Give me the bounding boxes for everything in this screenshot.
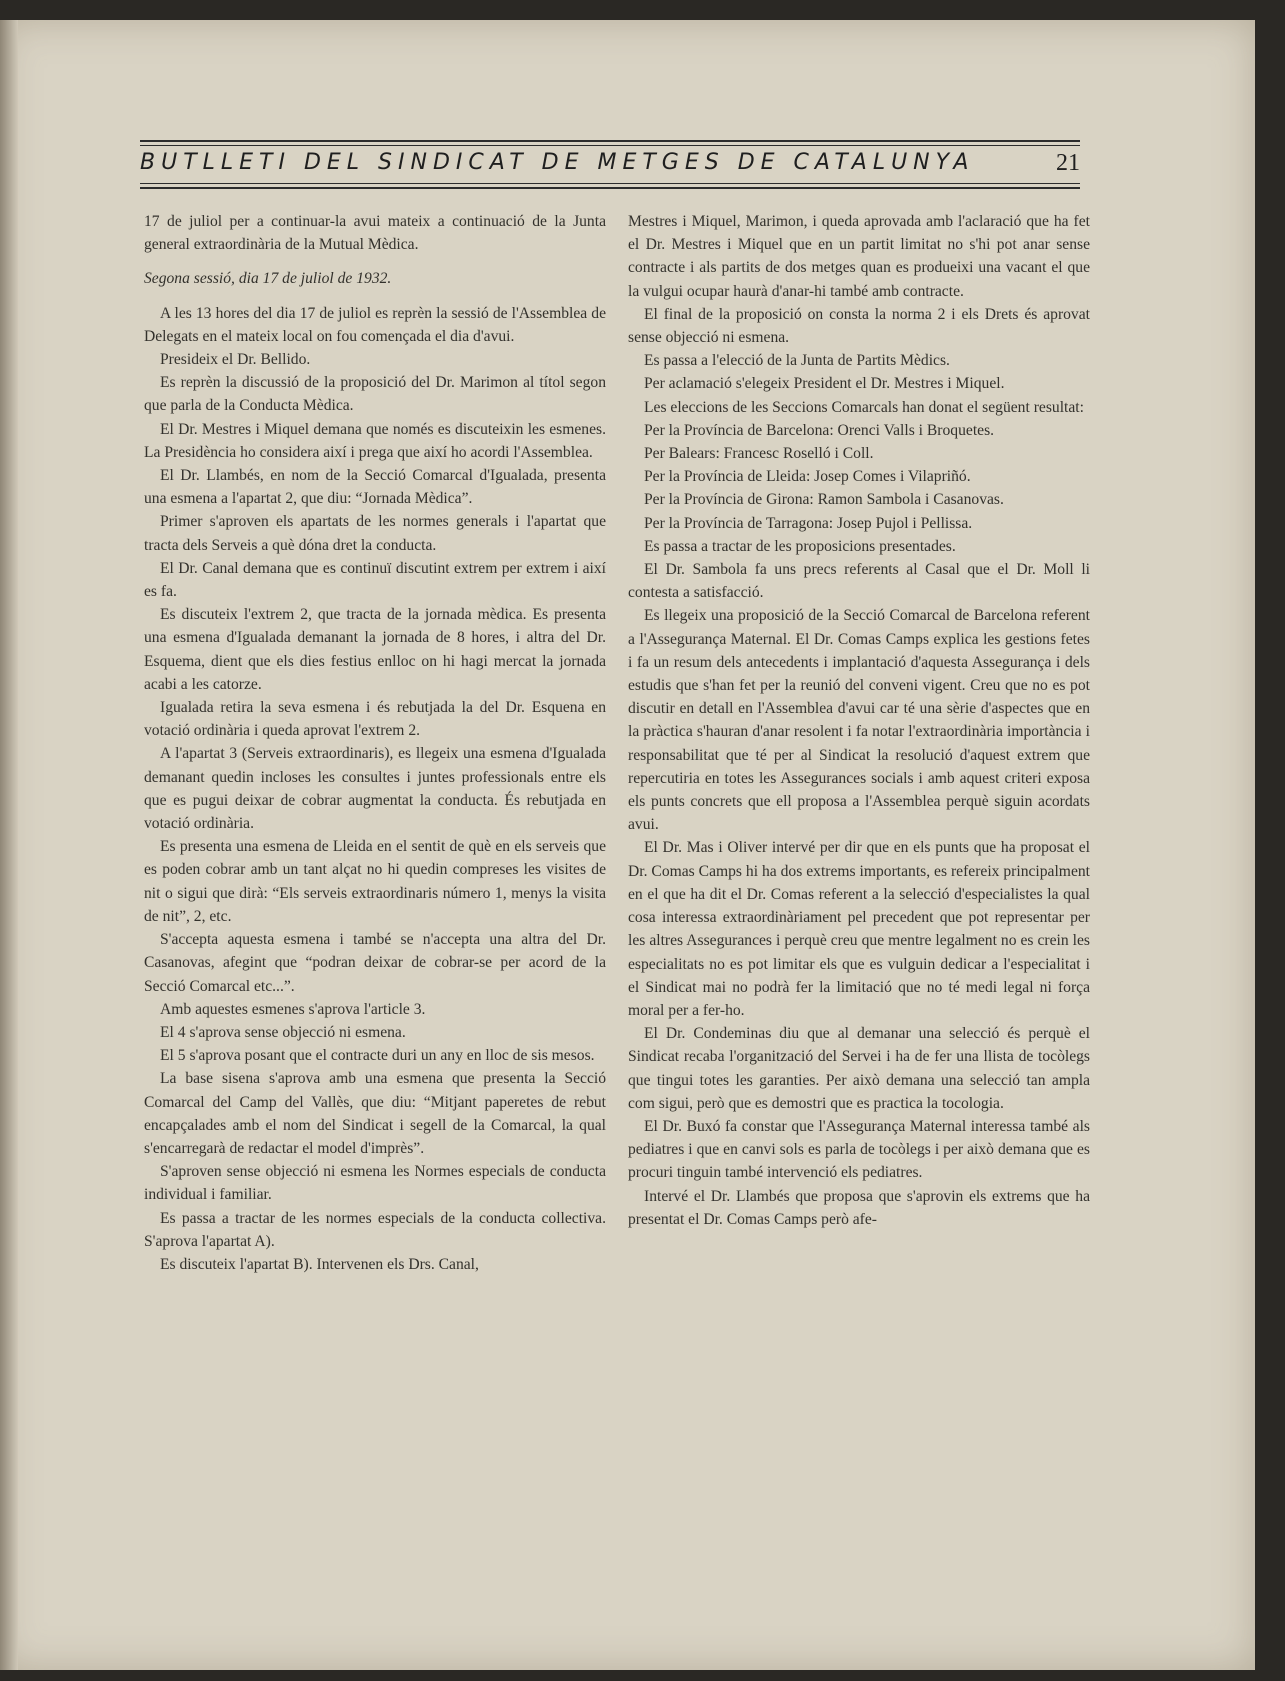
header-rule-top-thin: [140, 145, 1080, 146]
paragraph: La base sisena s'aprova amb una esmena que presenta la Secció Comarcal del Camp del Vallès, que diu: “Mitjant paperetes de rebut encapçalades amb el nom del Sindicat i segell de la Comarcal, la qual s'encarregarà de redactar el model d'imprès”.: [144, 1070, 606, 1157]
left-column: [144, 210, 606, 1276]
paragraph: Es passa a l'elecció de la Junta de Partits Mèdics.: [644, 352, 950, 370]
paragraph: Per aclamació s'elegeix President el Dr. Mestres i Miquel.: [644, 375, 1005, 393]
paragraph: Es presenta una esmena de Lleida en el sentit de què en els serveis que es poden cobrar amb un tant alçat no hi quedin compreses les visites de nit o sigui que dirà: “Els serveis extraordinaris número 1, menys la visita de nit”, 2, etc.: [144, 838, 606, 925]
paragraph: A l'apartat 3 (Serveis extraordinaris), es llegeix una esmena d'Igualada demanant quedin incloses les consultes i juntes professionals entre els que es pugui deixar de cobrar augmentat la conducta. És rebutjada en votació ordinària.: [144, 745, 606, 833]
paragraph: Es llegeix una proposició de la Secció Comarcal de Barcelona referent a l'Assegurança Maternal. El Dr. Comas Camps explica les gestions fetes i fa un resum dels antecedents i implantació d'aquesta Assegurança i dels estudis que s'han fet per la reunió del conveni vigent. Creu que no es pot discutir en detall en l'Assemblea d'avui car té una sèrie d'aspectes que en la pràctica s'hauran d'anar resolent i fa notar l'extraordinària importància i responsabilitat que té per al Sindicat la resolució d'aquest extrem que repercutiria en totes les Assegurances socials i amb aquest criteri exposa els punts concrets que ell proposa a l'Assemblea perquè siguin acordats avui.: [628, 607, 1090, 834]
paragraph: El 5 s'aprova posant que el contracte duri un any en lloc de sis mesos.: [160, 1047, 595, 1065]
right-column: [628, 210, 1090, 1231]
header-rule-bottom: [140, 187, 1080, 189]
journal-title: BUTLLETI DEL SINDICAT DE METGES DE CATALUNYA: [140, 150, 975, 175]
paragraph: El Dr. Llambés, en nom de la Secció Comarcal d'Igualada, presenta una esmena a l'apartat 2, que diu: “Jornada Mèdica”.: [144, 467, 606, 508]
paragraph: Per la Província de Lleida: Josep Comes i Vilapriñó.: [644, 468, 971, 486]
paragraph: Presideix el Dr. Bellido.: [160, 351, 311, 369]
paragraph: Es reprèn la discussió de la proposició del Dr. Marimon al títol segon que parla de la Conducta Mèdica.: [144, 374, 606, 415]
paragraph: Es passa a tractar de les proposicions presentades.: [644, 537, 956, 555]
paragraph: El Dr. Mas i Oliver intervé per dir que en els punts que ha proposat el Dr. Comas Camps hi ha dos extrems importants, es refereix principalment en el que ha dit el Dr. Comas referent a la selecció d'especialistes la qual cosa interessa extraordinàriament pel precedent que pot representar per les altres Assegurances i perquè creu que mentre legalment no es crein les especialitats no es pot limitar els que es vulguin dedicar a l'especialitat i el Sindicat mai no podrà fer la limitació que no té medi legal ni força moral per a fer-ho.: [628, 839, 1090, 1019]
paragraph: El Dr. Mestres i Miquel demana que només es discuteixin les esmenes. La Presidència ho considera així i prega que així ho acordi l'Assemblea.: [144, 420, 606, 461]
binding-edge: [0, 20, 18, 1670]
paragraph: Igualada retira la seva esmena i és rebutjada la del Dr. Esquena en votació ordinària i queda aprovat l'extrem 2.: [144, 699, 606, 740]
paragraph: El 4 s'aprova sense objecció ni esmena.: [160, 1023, 406, 1041]
paragraph: S'aproven sense objecció ni esmena les Normes especials de conducta individual i familiar.: [144, 1163, 606, 1204]
scanned-page: [0, 20, 1255, 1670]
running-header: [140, 120, 1080, 198]
section-heading: Segona sessió, dia 17 de juliol de 1932.: [144, 270, 392, 288]
header-rule-bottom-thin: [140, 183, 1080, 184]
paragraph: El Dr. Condeminas diu que al demanar una selecció és perquè el Sindicat recaba l'organització del Servei i ha de fer una llista de tocòlegs que tingui totes les garanties. Per això demana una selecció tan ampla com sigui, però que es demostri que es practica la tocologia.: [628, 1025, 1090, 1112]
paragraph: Per la Província de Tarragona: Josep Pujol i Pellissa.: [644, 514, 973, 532]
header-rule-top: [140, 140, 1080, 142]
paragraph: Amb aquestes esmenes s'aprova l'article 3.: [160, 1000, 426, 1018]
paragraph: El Dr. Canal demana que es continuï discutint extrem per extrem i així es fa.: [144, 559, 606, 601]
paragraph: Per Balears: Francesc Roselló i Coll.: [644, 445, 874, 463]
paragraph: El final de la proposició on consta la norma 2 i els Drets és aprovat sense objecció ni esmena.: [628, 305, 1090, 347]
paragraph: A les 13 hores del dia 17 de juliol es reprèn la sessió de l'Assemblea de Delegats en el mateix local on fou començada el dia d'avui.: [144, 304, 606, 345]
paragraph: Es discuteix l'extrem 2, que tracta de la jornada mèdica. Es presenta una esmena d'Igualada demanant la jornada de 8 hores, i altra del Dr. Esquema, dient que els dies festius enlloc on hi hagi mercat la jornada acabi a les catorze.: [144, 606, 606, 693]
paragraph: Per la Província de Barcelona: Orenci Valls i Broquetes.: [644, 421, 995, 439]
paragraph: Intervé el Dr. Llambés que proposa que s'aprovin els extrems que ha presentat el Dr. Comas Camps però afe-: [628, 1187, 1090, 1228]
paragraph: El Dr. Sambola fa uns precs referents al Casal que el Dr. Moll li contesta a satisfacció.: [628, 561, 1090, 602]
paragraph: Primer s'aproven els apartats de les normes generals i l'apartat que tracta dels Serveis a què dóna dret la conducta.: [144, 513, 606, 554]
paragraph: Es passa a tractar de les normes especials de la conducta collectiva. S'aprova l'apartat A).: [144, 1209, 606, 1250]
paragraph: Mestres i Miquel, Marimon, i queda aprovada amb l'aclaració que ha fet el Dr. Mestres i Miquel que en un partit limitat no s'hi pot anar sense contracte i als partits de dos metges quan es produeixi una vacant el que la vulgui ocupar haurà d'anar-hi també amb contracte.: [628, 213, 1090, 300]
paragraph: El Dr. Buxó fa constar que l'Assegurança Maternal interessa també als pediatres i que en canvi sols es parla de tocòlegs i per això demana que es procuri tinguin també intervenció els pediatres.: [628, 1117, 1090, 1182]
paragraph: Es discuteix l'apartat B). Intervenen els Drs. Canal,: [160, 1255, 479, 1273]
paragraph: S'accepta aquesta esmena i també se n'accepta una altra del Dr. Casanovas, afegint que “podran deixar de cobrar-se per acord de la Secció Comarcal etc...”.: [144, 931, 606, 995]
page-number: 21: [1056, 150, 1080, 176]
paragraph: Les eleccions de les Seccions Comarcals han donat el següent resultat:: [644, 398, 1084, 416]
paragraph: Per la Província de Girona: Ramon Sambola i Casanovas.: [644, 491, 1004, 509]
paragraph: 17 de juliol per a continuar-la avui mateix a continuació de la Junta general extraordinària de la Mutual Mèdica.: [144, 213, 606, 254]
